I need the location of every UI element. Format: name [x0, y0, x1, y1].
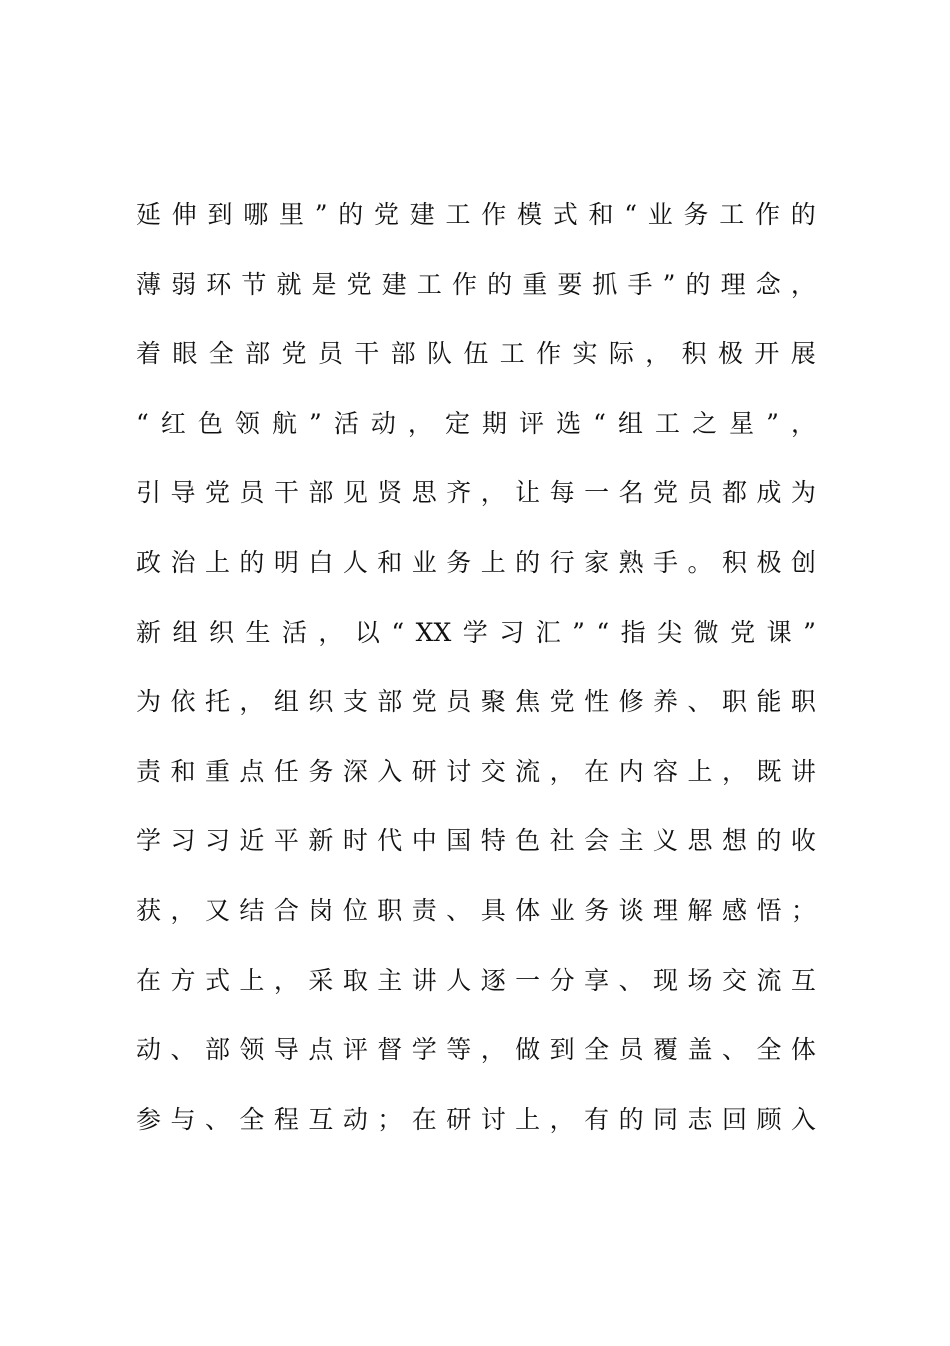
- text-line: 薄 弱 环 节 就 是 党 建 工 作 的 重 要 抓 手 ” 的 理 念 ，: [136, 269, 816, 299]
- text-line: 动 、 部 领 导 点 评 督 学 等 ， 做 到 全 员 覆 盖 、 全 体: [136, 1035, 816, 1065]
- text-line: 在 方 式 上 ， 采 取 主 讲 人 逐 一 分 享 、 现 场 交 流 互: [136, 965, 816, 995]
- text-line: 为 依 托 ， 组 织 支 部 党 员 聚 焦 党 性 修 养 、 职 能 职: [136, 687, 816, 717]
- text-line: 学 习 习 近 平 新 时 代 中 国 特 色 社 会 主 义 思 想 的 收: [136, 826, 816, 856]
- text-line: 责 和 重 点 任 务 深 入 研 讨 交 流 ， 在 内 容 上 ， 既 讲: [136, 756, 816, 786]
- text-line: 获 ， 又 结 合 岗 位 职 责 、 具 体 业 务 谈 理 解 感 悟 ；: [136, 895, 816, 925]
- text-line: 延 伸 到 哪 里 ” 的 党 建 工 作 模 式 和 “ 业 务 工 作 的: [136, 200, 816, 229]
- body-text: [136, 180, 816, 1154]
- text-line: 引 导 党 员 干 部 见 贤 思 齐 ， 让 每 一 名 党 员 都 成 为: [136, 478, 816, 508]
- text-line: 政 治 上 的 明 白 人 和 业 务 上 的 行 家 熟 手 。 积 极 创: [136, 547, 816, 577]
- text-line: 新 组 织 生 活 ， 以 “ XX 学 习 汇 ” “ 指 尖 微 党 课 ”: [136, 617, 816, 647]
- text-line: 参 与 、 全 程 互 动 ； 在 研 讨 上 ， 有 的 同 志 回 顾 入: [136, 1104, 816, 1134]
- text-line: “ 红 色 领 航 ” 活 动 ， 定 期 评 选 “ 组 工 之 星 ” ，: [136, 408, 816, 438]
- text-line: 着 眼 全 部 党 员 干 部 队 伍 工 作 实 际 ， 积 极 开 展: [136, 339, 816, 369]
